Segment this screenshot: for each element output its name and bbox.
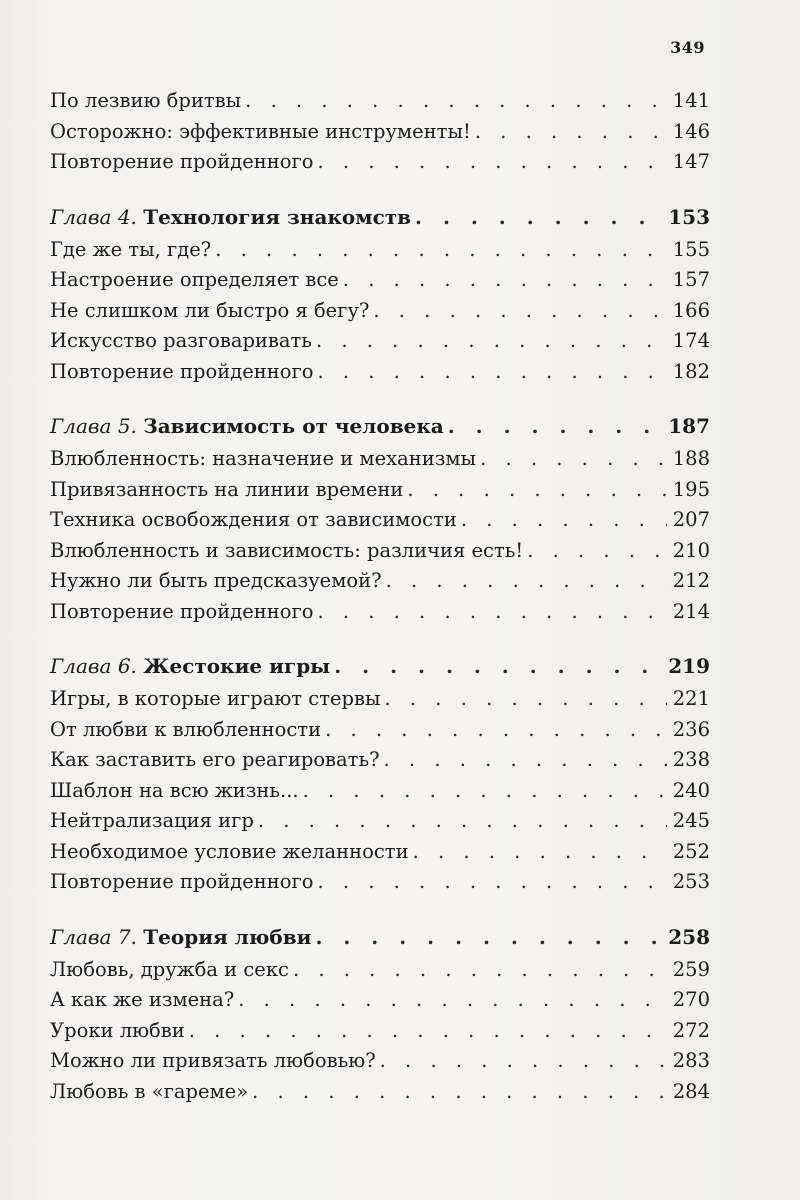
dot-leader bbox=[407, 478, 666, 501]
chapter-label: Глава 6. bbox=[50, 654, 137, 678]
chapter-heading-4 bbox=[50, 205, 710, 238]
chapter-label: Глава 5. bbox=[50, 414, 137, 438]
chapter-page: 187 bbox=[668, 414, 710, 438]
toc-entry-title: Любовь в «гареме» bbox=[50, 1079, 249, 1103]
toc-entry-title: Нейтрализация игр bbox=[50, 809, 254, 832]
toc-entry bbox=[50, 809, 710, 840]
toc-entry-title: Шаблон на всю жизнь... bbox=[50, 778, 299, 802]
dot-leader bbox=[325, 718, 667, 741]
toc-entry-title: Не слишком ли быстро я бегу? bbox=[50, 298, 370, 322]
toc-entry bbox=[50, 447, 710, 478]
toc-entry bbox=[50, 360, 710, 391]
toc-entry-page: 214 bbox=[672, 599, 710, 623]
toc-entry-title: А как же измена? bbox=[50, 988, 235, 1011]
toc-entry-title: По лезвию бритвы bbox=[50, 89, 242, 112]
dot-leader bbox=[317, 870, 666, 893]
dot-leader bbox=[317, 150, 666, 173]
toc-entry-page: 259 bbox=[672, 957, 710, 981]
dot-leader bbox=[238, 988, 667, 1011]
dot-leader bbox=[415, 205, 662, 229]
toc-entry-page: 210 bbox=[672, 538, 710, 562]
dot-leader bbox=[215, 238, 667, 261]
toc-entry-page: 147 bbox=[672, 150, 710, 173]
dot-leader bbox=[317, 600, 666, 623]
toc-entry-page: 182 bbox=[672, 359, 710, 383]
toc-entry-title: Влюбленность и зависимость: различия есть! bbox=[50, 538, 524, 562]
toc-entry-page: 155 bbox=[672, 237, 710, 261]
dot-leader bbox=[448, 414, 663, 438]
dot-leader bbox=[258, 809, 667, 832]
toc-entry-title: Техника освобождения от зависимости bbox=[50, 508, 457, 531]
toc-entry bbox=[50, 150, 710, 181]
toc-entry-title: Осторожно: эффективные инструменты! bbox=[50, 119, 471, 143]
chapter-name: Теория любви bbox=[143, 924, 312, 949]
dot-leader bbox=[385, 687, 667, 710]
toc-entry-page: 252 bbox=[672, 839, 710, 863]
toc-entry-page: 284 bbox=[672, 1079, 710, 1103]
dot-leader bbox=[527, 539, 667, 562]
dot-leader bbox=[480, 447, 667, 470]
toc-entry-title: Искусство разговаривать bbox=[50, 329, 312, 352]
dot-leader bbox=[373, 299, 666, 322]
chapter-label: Глава 4. bbox=[50, 204, 137, 229]
toc-entry-page: 146 bbox=[672, 119, 710, 143]
chapter-page: 153 bbox=[668, 204, 710, 229]
toc-entry-title: Повторение пройденного bbox=[50, 359, 314, 383]
chapter-label: Глава 7. bbox=[50, 924, 137, 949]
toc-entry bbox=[50, 539, 710, 570]
dot-leader bbox=[475, 120, 667, 143]
toc-entry-page: 236 bbox=[672, 717, 710, 741]
toc-entry-title: Где же ты, где? bbox=[50, 237, 212, 261]
toc-entry bbox=[50, 268, 710, 299]
chapter-page: 258 bbox=[668, 924, 710, 949]
toc-entry bbox=[50, 779, 710, 810]
toc-entry bbox=[50, 299, 710, 330]
toc-entry-page: 195 bbox=[672, 477, 710, 501]
dot-leader bbox=[315, 925, 662, 949]
toc-entry-title: Настроение определяет все bbox=[50, 268, 339, 291]
toc-entry bbox=[50, 840, 710, 871]
toc-entry-page: 283 bbox=[672, 1049, 710, 1072]
dot-leader bbox=[252, 1080, 667, 1103]
toc-entry bbox=[50, 1049, 710, 1080]
toc-entry-page: 240 bbox=[672, 778, 710, 802]
toc-entry bbox=[50, 718, 710, 749]
page-number: 349 bbox=[670, 38, 705, 57]
toc-entry-page: 238 bbox=[672, 748, 710, 771]
toc-entry-page: 166 bbox=[672, 298, 710, 322]
toc-entry-page: 221 bbox=[672, 687, 710, 710]
dot-leader bbox=[380, 1049, 667, 1072]
toc-entry-title: Необходимое условие желанности bbox=[50, 839, 409, 863]
toc-entry bbox=[50, 988, 710, 1019]
toc-entry bbox=[50, 329, 710, 360]
dot-leader bbox=[334, 654, 662, 678]
toc-entry-title: От любви к влюбленности bbox=[50, 717, 322, 741]
toc-entry-title: Игры, в которые играют стервы bbox=[50, 687, 381, 710]
toc-entry-title: Как заставить его реагировать? bbox=[50, 748, 380, 771]
toc-entry-title: Повторение пройденного bbox=[50, 599, 314, 623]
dot-leader bbox=[343, 268, 667, 291]
toc-entry-title: Нужно ли быть предсказуемой? bbox=[50, 569, 382, 592]
chapter-heading-7 bbox=[50, 925, 710, 958]
toc-entry bbox=[50, 600, 710, 631]
toc-entry-page: 212 bbox=[672, 569, 710, 592]
toc-entry-title: Уроки любви bbox=[50, 1018, 185, 1042]
toc-entry-title: Повторение пройденного bbox=[50, 870, 314, 893]
table-of-contents bbox=[50, 89, 710, 1110]
toc-entry bbox=[50, 478, 710, 509]
toc-entry bbox=[50, 870, 710, 901]
dot-leader bbox=[245, 89, 667, 112]
chapter-name: Технология знакомств bbox=[143, 204, 412, 229]
toc-entry-page: 253 bbox=[672, 870, 710, 893]
dot-leader bbox=[386, 569, 667, 592]
toc-entry bbox=[50, 748, 710, 779]
toc-entry-page: 207 bbox=[672, 508, 710, 531]
dot-leader bbox=[303, 779, 667, 802]
chapter-name: Жестокие игры bbox=[143, 654, 331, 678]
dot-leader bbox=[316, 329, 667, 352]
chapter-heading-5 bbox=[50, 414, 710, 447]
toc-entry bbox=[50, 1080, 710, 1111]
dot-leader bbox=[461, 508, 667, 531]
dot-leader bbox=[293, 958, 667, 981]
toc-entry-title: Привязанность на линии времени bbox=[50, 477, 404, 501]
toc-entry-title: Можно ли привязать любовью? bbox=[50, 1049, 376, 1072]
toc-entry-page: 157 bbox=[672, 268, 710, 291]
dot-leader bbox=[317, 360, 666, 383]
toc-entry-page: 270 bbox=[672, 988, 710, 1011]
toc-entry bbox=[50, 120, 710, 151]
dot-leader bbox=[384, 748, 667, 771]
toc-entry-page: 141 bbox=[672, 89, 710, 112]
toc-entry bbox=[50, 238, 710, 269]
dot-leader bbox=[189, 1019, 667, 1042]
chapter-heading-6 bbox=[50, 654, 710, 687]
toc-entry bbox=[50, 89, 710, 120]
toc-entry bbox=[50, 958, 710, 989]
toc-entry-page: 245 bbox=[672, 809, 710, 832]
toc-entry bbox=[50, 508, 710, 539]
toc-entry-page: 272 bbox=[672, 1018, 710, 1042]
chapter-name: Зависимость от человека bbox=[143, 414, 444, 438]
dot-leader bbox=[413, 840, 667, 863]
toc-entry bbox=[50, 1019, 710, 1050]
toc-entry bbox=[50, 569, 710, 600]
toc-entry-title: Любовь, дружба и секс bbox=[50, 957, 289, 981]
toc-entry-page: 174 bbox=[672, 329, 710, 352]
toc-entry bbox=[50, 687, 710, 718]
toc-entry-page: 188 bbox=[672, 447, 710, 470]
toc-entry-title: Влюбленность: назначение и механизмы bbox=[50, 447, 477, 470]
chapter-page: 219 bbox=[668, 654, 710, 678]
toc-entry-title: Повторение пройденного bbox=[50, 150, 314, 173]
